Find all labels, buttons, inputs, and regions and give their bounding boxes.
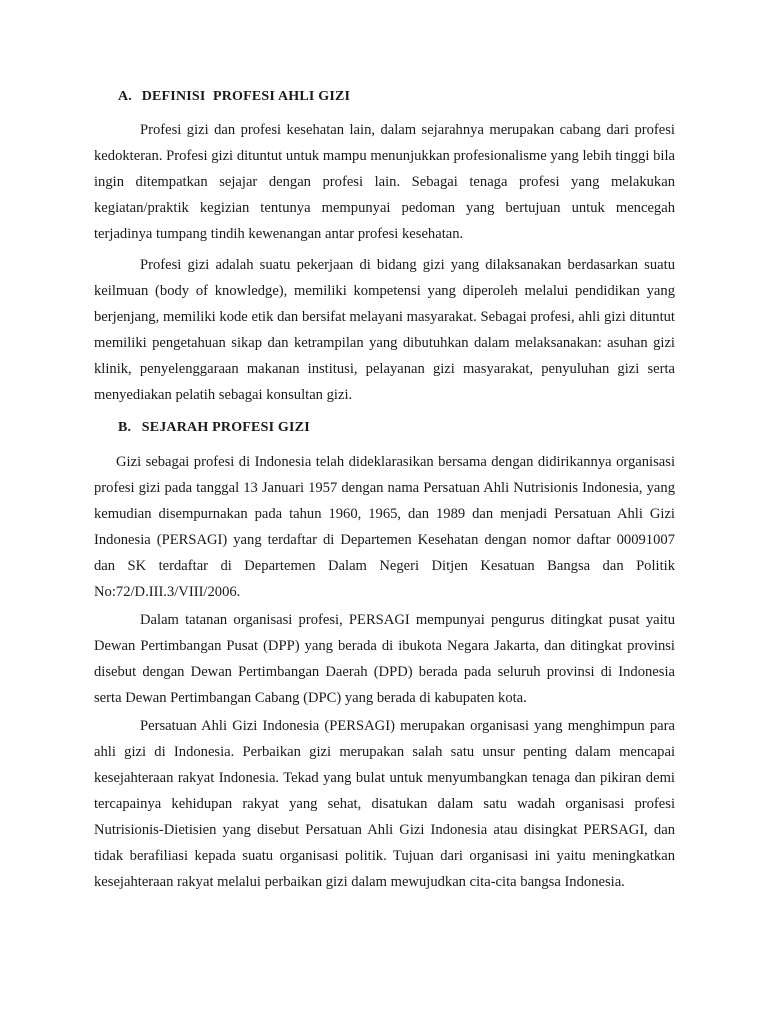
section-b-paragraph-3: Persatuan Ahli Gizi Indonesia (PERSAGI) merupakan organisasi yang menghimpun para ahli gizi di Indonesia. Perbaikan gizi merupakan salah satu unsur penting dalam mencapai kesejahteraan rakyat Indonesia. Tekad yang bulat untuk menyumbangkan tenaga dan pikiran demi tercapainya kehidupan rakyat yang sehat, disatukan dalam satu wadah organisasi profesi Nutrisionis-Dietisien yang disebut Persatuan Ahli Gizi Indonesia atau disingkat PERSAGI, dan tidak berafiliasi kepada suatu organisasi politik. Tujuan dari organisasi ini yaitu meningkatkan kesejahteraan rakyat melalui perbaikan gizi dalam mewujudkan cita-cita bangsa Indonesia. — [94, 718, 675, 890]
section-a-paragraph-2: Profesi gizi adalah suatu pekerjaan di bidang gizi yang dilaksanakan berdasarkan suatu keilmuan (body of knowledge), memiliki kompetensi yang diperoleh melalui pendidikan yang berjenjang, memiliki kode etik dan bersifat melayani masyarakat. Sebagai profesi, ahli gizi dituntut memiliki pengetahuan sikap dan ketrampilan yang dibutuhkan dalam melaksanakan: asuhan gizi klinik, penyelenggaraan makanan institusi, pelayanan gizi masyarakat, penyuluhan gizi serta menyediakan pelatih sebagai konsultan gizi. — [94, 257, 675, 403]
section-b-paragraph-2: Dalam tatanan organisasi profesi, PERSAGI mempunyai pengurus ditingkat pusat yaitu Dewan Pertimbangan Pusat (DPP) yang berada di ibukota Negara Jakarta, dan ditingkat provinsi disebut dengan Dewan Pertimbangan Daerah (DPD) berada pada seluruh provinsi di Indonesia serta Dewan Pertimbangan Cabang (DPC) yang berada di kabupaten kota. — [94, 612, 675, 706]
section-b-title: SEJARAH PROFESI GIZI — [141, 420, 310, 435]
section-a-heading — [94, 87, 699, 107]
section-a-number: A. — [118, 89, 133, 104]
section-a-paragraph-1: Profesi gizi dan profesi kesehatan lain, dalam sejarahnya merupakan cabang dari profesi kedokteran. Profesi gizi dituntut untuk mampu menunjukkan profesionalisme yang lebih tinggi bila ingin ditempatkan sejajar dengan profesi lain. Sebagai tenaga profesi yang melakukan kegiatan/praktik kegizian tentunya mempunyai pedoman yang bertujuan untuk mencegah terjadinya tumpang tindih kewenangan antar profesi kesehatan. — [94, 122, 675, 242]
section-a-title: DEFINISI PROFESI AHLI GIZI — [141, 89, 351, 104]
section-b-number: B. — [118, 420, 132, 435]
section-b-paragraph-1: Gizi sebagai profesi di Indonesia telah dideklarasikan bersama dengan didirikannya organisasi profesi gizi pada tanggal 13 Januari 1957 dengan nama Persatuan Ahli Nutrisionis Indonesia, yang kemudian disempurnakan pada tahun 1960, 1965, dan 1989 dan menjadi Persatuan Ahli Gizi Indonesia (PERSAGI) yang terdaftar di Departemen Kesehatan dengan nomor daftar 00091007 dan SK terdaftar di Departemen Dalam Negeri Ditjen Kesatuan Bangsa dan Politik No:72/D.III.3/VIII/2006. — [94, 454, 675, 600]
section-b-heading — [94, 418, 699, 438]
